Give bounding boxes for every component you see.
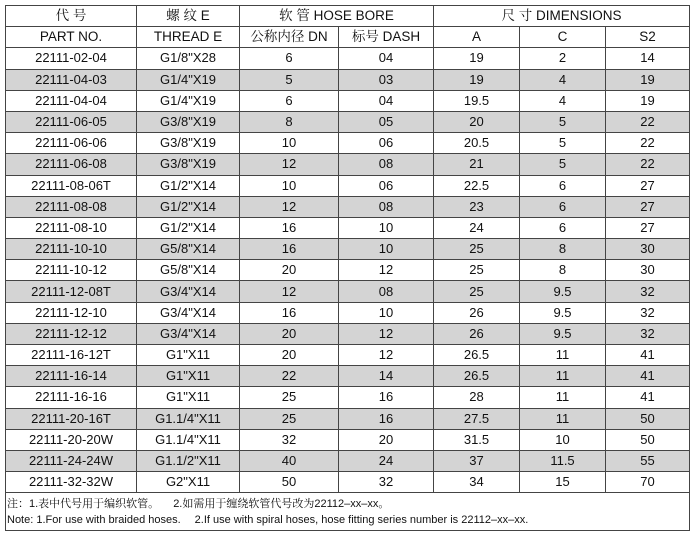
table-row: [6, 154, 690, 175]
dim-a-cell: 26.5: [434, 345, 520, 366]
table-row: [6, 472, 690, 493]
dn-cell: 6: [240, 90, 339, 111]
thread-cell: G1"X11: [137, 387, 240, 408]
spec-sheet: [5, 5, 689, 531]
notes-cn-prefix: 注：: [7, 498, 29, 511]
part-no-cell: 22111-10-10: [6, 239, 137, 260]
dim-a-cell: 37: [434, 450, 520, 471]
dn-cell: 5: [240, 69, 339, 90]
dim-s2-cell: 22: [606, 154, 690, 175]
dim-s2-cell: 55: [606, 450, 690, 471]
dim-s2-cell: 30: [606, 239, 690, 260]
dash-cell: 08: [339, 154, 434, 175]
dn-cell: 25: [240, 408, 339, 429]
dim-c-cell: 9.5: [520, 302, 606, 323]
thread-cell: G3/4"X14: [137, 302, 240, 323]
dim-s2-cell: 50: [606, 429, 690, 450]
part-no-cell: 22111-16-16: [6, 387, 137, 408]
dim-c-cell: 11.5: [520, 450, 606, 471]
part-no-cell: 22111-02-04: [6, 48, 137, 69]
dim-c-cell: 6: [520, 175, 606, 196]
dim-s2-cell: 19: [606, 90, 690, 111]
dash-cell: 04: [339, 90, 434, 111]
dash-cell: 32: [339, 472, 434, 493]
table-row: [6, 408, 690, 429]
dim-a-cell: 23: [434, 196, 520, 217]
table-row: [6, 239, 690, 260]
dn-cell: 8: [240, 111, 339, 132]
table-row: [6, 281, 690, 302]
dim-a-cell: 26: [434, 302, 520, 323]
table-row: [6, 429, 690, 450]
dash-cell: 06: [339, 133, 434, 154]
part-no-cell: 22111-16-14: [6, 366, 137, 387]
dim-c-cell: 9.5: [520, 281, 606, 302]
table-row: [6, 450, 690, 471]
dim-c-cell: 9.5: [520, 323, 606, 344]
table-row: [6, 345, 690, 366]
thread-cell: G1.1/4"X11: [137, 429, 240, 450]
dn-cell: 20: [240, 345, 339, 366]
part-no-cell: 22111-08-10: [6, 217, 137, 238]
part-no-cell: 22111-04-03: [6, 69, 137, 90]
dn-cell: 6: [240, 48, 339, 69]
dim-c-cell: 11: [520, 408, 606, 429]
dim-a-cell: 21: [434, 154, 520, 175]
dim-c-cell: 6: [520, 196, 606, 217]
table-header: [6, 6, 690, 48]
dash-cell: 20: [339, 429, 434, 450]
dim-c-cell: 10: [520, 429, 606, 450]
dim-a-cell: 28: [434, 387, 520, 408]
table-row: [6, 302, 690, 323]
dim-c-cell: 5: [520, 154, 606, 175]
thread-cell: G1/2"X14: [137, 217, 240, 238]
dim-s2-cell: 32: [606, 302, 690, 323]
part-no-cell: 22111-12-08T: [6, 281, 137, 302]
part-no-cell: 22111-06-08: [6, 154, 137, 175]
header-dimensions: 尺 寸 DIMENSIONS: [434, 6, 690, 27]
thread-cell: G1"X11: [137, 345, 240, 366]
table-row: [6, 260, 690, 281]
dim-c-cell: 11: [520, 387, 606, 408]
dim-c-cell: 5: [520, 111, 606, 132]
dim-s2-cell: 50: [606, 408, 690, 429]
header-dash: 标号 DASH: [339, 27, 434, 48]
dash-cell: 06: [339, 175, 434, 196]
thread-cell: G1/8"X28: [137, 48, 240, 69]
dim-a-cell: 19: [434, 48, 520, 69]
dim-a-cell: 34: [434, 472, 520, 493]
dim-c-cell: 5: [520, 133, 606, 154]
dn-cell: 22: [240, 366, 339, 387]
part-no-cell: 22111-20-20W: [6, 429, 137, 450]
table-row: [6, 111, 690, 132]
table-row: [6, 366, 690, 387]
thread-cell: G1"X11: [137, 366, 240, 387]
header-thread-en: THREAD E: [137, 27, 240, 48]
thread-cell: G3/8"X19: [137, 154, 240, 175]
dim-s2-cell: 22: [606, 111, 690, 132]
part-no-cell: 22111-06-05: [6, 111, 137, 132]
dash-cell: 04: [339, 48, 434, 69]
dash-cell: 10: [339, 302, 434, 323]
part-no-cell: 22111-08-06T: [6, 175, 137, 196]
part-no-cell: 22111-12-12: [6, 323, 137, 344]
dim-c-cell: 11: [520, 366, 606, 387]
thread-cell: G1/2"X14: [137, 175, 240, 196]
dn-cell: 16: [240, 302, 339, 323]
table-row: [6, 196, 690, 217]
dash-cell: 08: [339, 196, 434, 217]
thread-cell: G5/8"X14: [137, 239, 240, 260]
dim-a-cell: 27.5: [434, 408, 520, 429]
header-part-cn: 代 号: [6, 6, 137, 27]
table-row: [6, 175, 690, 196]
dash-cell: 16: [339, 387, 434, 408]
part-no-cell: 22111-10-12: [6, 260, 137, 281]
dn-cell: 10: [240, 175, 339, 196]
dim-a-cell: 26.5: [434, 366, 520, 387]
header-hose-bore: 软 管 HOSE BORE: [240, 6, 434, 27]
table-body: [6, 48, 690, 493]
dim-a-cell: 26: [434, 323, 520, 344]
dim-a-cell: 19.5: [434, 90, 520, 111]
dim-s2-cell: 41: [606, 387, 690, 408]
dash-cell: 16: [339, 408, 434, 429]
part-no-cell: 22111-06-06: [6, 133, 137, 154]
dim-c-cell: 4: [520, 69, 606, 90]
dim-s2-cell: 27: [606, 196, 690, 217]
dash-cell: 12: [339, 260, 434, 281]
part-no-cell: 22111-16-12T: [6, 345, 137, 366]
dash-cell: 10: [339, 217, 434, 238]
hose-fitting-table: [5, 5, 690, 493]
thread-cell: G3/4"X14: [137, 323, 240, 344]
thread-cell: G3/8"X19: [137, 133, 240, 154]
notes-cn: [7, 496, 689, 512]
header-s2: S2: [606, 27, 690, 48]
thread-cell: G1/2"X14: [137, 196, 240, 217]
header-a: A: [434, 27, 520, 48]
dim-c-cell: 11: [520, 345, 606, 366]
dim-a-cell: 22.5: [434, 175, 520, 196]
header-part-en: PART NO.: [6, 27, 137, 48]
dash-cell: 08: [339, 281, 434, 302]
dn-cell: 20: [240, 323, 339, 344]
dash-cell: 03: [339, 69, 434, 90]
dim-a-cell: 25: [434, 260, 520, 281]
note-cn-1: 1.表中代号用于编织软管。: [29, 498, 160, 511]
table-row: [6, 48, 690, 69]
dim-c-cell: 8: [520, 239, 606, 260]
table-row: [6, 323, 690, 344]
header-c: C: [520, 27, 606, 48]
part-no-cell: 22111-04-04: [6, 90, 137, 111]
header-thread-cn: 螺 纹 E: [137, 6, 240, 27]
dn-cell: 32: [240, 429, 339, 450]
table-row: [6, 133, 690, 154]
part-no-cell: 22111-24-24W: [6, 450, 137, 471]
dim-s2-cell: 41: [606, 345, 690, 366]
note-en-2: 2.If use with spiral hoses, hose fitting series number is 22112–xx–xx.: [194, 514, 529, 527]
dn-cell: 10: [240, 133, 339, 154]
dn-cell: 40: [240, 450, 339, 471]
dim-c-cell: 4: [520, 90, 606, 111]
dim-s2-cell: 32: [606, 323, 690, 344]
notes: [5, 493, 690, 531]
dash-cell: 12: [339, 345, 434, 366]
thread-cell: G3/4"X14: [137, 281, 240, 302]
dim-s2-cell: 41: [606, 366, 690, 387]
dn-cell: 12: [240, 196, 339, 217]
dim-s2-cell: 32: [606, 281, 690, 302]
dim-a-cell: 20: [434, 111, 520, 132]
dim-a-cell: 19: [434, 69, 520, 90]
dim-s2-cell: 70: [606, 472, 690, 493]
table-row: [6, 217, 690, 238]
thread-cell: G5/8"X14: [137, 260, 240, 281]
dash-cell: 14: [339, 366, 434, 387]
dim-a-cell: 20.5: [434, 133, 520, 154]
dn-cell: 25: [240, 387, 339, 408]
note-en-1: 1.For use with braided hoses.: [36, 514, 181, 527]
dash-cell: 10: [339, 239, 434, 260]
thread-cell: G1/4"X19: [137, 90, 240, 111]
part-no-cell: 22111-32-32W: [6, 472, 137, 493]
dim-a-cell: 31.5: [434, 429, 520, 450]
dn-cell: 16: [240, 239, 339, 260]
dim-s2-cell: 27: [606, 217, 690, 238]
dim-s2-cell: 27: [606, 175, 690, 196]
dim-a-cell: 24: [434, 217, 520, 238]
thread-cell: G3/8"X19: [137, 111, 240, 132]
dn-cell: 12: [240, 154, 339, 175]
dash-cell: 12: [339, 323, 434, 344]
part-no-cell: 22111-08-08: [6, 196, 137, 217]
dim-s2-cell: 30: [606, 260, 690, 281]
header-dn: 公称内径 DN: [240, 27, 339, 48]
dim-c-cell: 6: [520, 217, 606, 238]
dim-c-cell: 8: [520, 260, 606, 281]
dim-a-cell: 25: [434, 239, 520, 260]
thread-cell: G1.1/4"X11: [137, 408, 240, 429]
dn-cell: 16: [240, 217, 339, 238]
table-row: [6, 90, 690, 111]
dim-c-cell: 2: [520, 48, 606, 69]
dash-cell: 24: [339, 450, 434, 471]
part-no-cell: 22111-20-16T: [6, 408, 137, 429]
table-row: [6, 69, 690, 90]
part-no-cell: 22111-12-10: [6, 302, 137, 323]
notes-en: [7, 512, 689, 528]
note-cn-2: 2.如需用于缠绕软管代号改为22112–xx–xx。: [173, 498, 390, 511]
dim-s2-cell: 19: [606, 69, 690, 90]
dim-c-cell: 15: [520, 472, 606, 493]
dim-s2-cell: 14: [606, 48, 690, 69]
notes-en-prefix: Note:: [7, 514, 34, 527]
table-row: [6, 387, 690, 408]
dim-a-cell: 25: [434, 281, 520, 302]
dash-cell: 05: [339, 111, 434, 132]
thread-cell: G2"X11: [137, 472, 240, 493]
thread-cell: G1.1/2"X11: [137, 450, 240, 471]
dn-cell: 50: [240, 472, 339, 493]
dn-cell: 12: [240, 281, 339, 302]
dim-s2-cell: 22: [606, 133, 690, 154]
thread-cell: G1/4"X19: [137, 69, 240, 90]
dn-cell: 20: [240, 260, 339, 281]
